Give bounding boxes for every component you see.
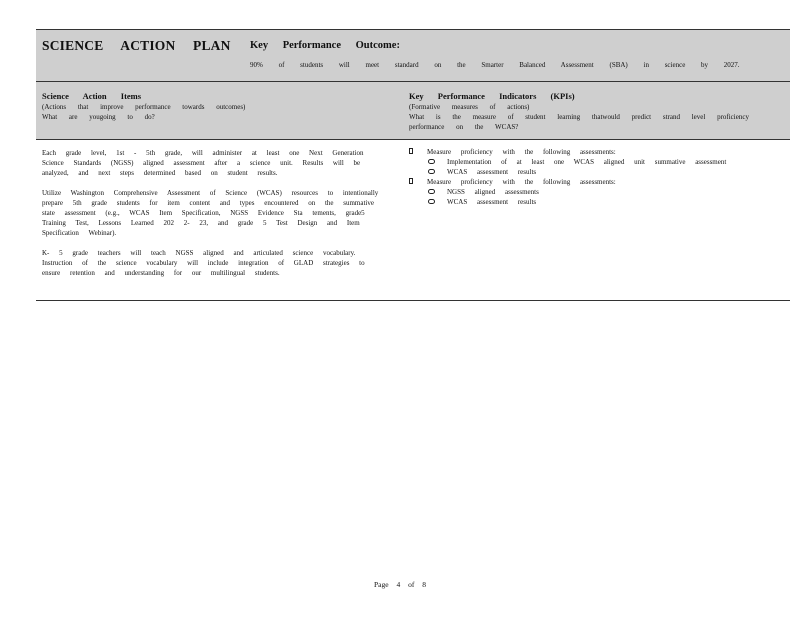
kpi-subitem: [409, 197, 739, 207]
action-item: Utilize Washington Comprehensive Assessment of Science (WCAS) resources to intentionally prepare 5th grade students for item content and types encountered on the summative state assessment (e.g., WCAS Item Specification, NGSS Evidence Sta tements, grade5 Training Test, Lessons Learned 202 2- 23, and grade 5 Test Design and Item Specification Webinar).: [42, 189, 379, 237]
kpi-list: [409, 147, 739, 207]
kpi-subitem-text: WCAS assessment results: [447, 198, 537, 206]
kpi-item: [409, 177, 739, 187]
action-item: Each grade level, 1st - 5th grade, will administer at least one Next Generation Science Standards (NGSS) aligned assessment after a science unit. Results will be analyzed, and next steps determined based on student results.: [42, 149, 364, 177]
kpi-header: [409, 90, 779, 132]
kpi-title: Key Performance Indicators (KPIs): [409, 91, 575, 101]
bullet-circle-icon: [428, 159, 435, 164]
bullet-circle-icon: [428, 199, 435, 204]
bullet-square-icon: [409, 148, 413, 154]
kpi-label: Measure proficiency with the following assessments:: [427, 178, 616, 186]
action-item: K- 5 grade teachers will teach NGSS aligned and articulated science vocabulary. Instruction of the science vocabulary will include integration of GLAD strategies to ensure retention and understanding for our multilingual students.: [42, 249, 365, 277]
kpi-subitem-text: Implementation of at least one WCAS aligned unit summative assessment: [447, 158, 727, 166]
action-items-title: Science Action Items: [42, 91, 142, 101]
kpi-item: [409, 147, 739, 157]
bullet-circle-icon: [428, 169, 435, 174]
action-items-list: [42, 148, 392, 288]
page-number: Page 4 of 8: [374, 580, 426, 589]
kpi-subitem: [409, 157, 739, 167]
action-plan-table: [36, 29, 790, 301]
kpo-label: Key Performance Outcome:: [250, 40, 400, 51]
plan-body: [36, 140, 790, 300]
action-items-subtitle: (Actions that improve performance towards outcomes): [42, 103, 246, 111]
kpi-question: What is the measure of student learning thatwould predict strand level proficiency performance on the WCAS?: [409, 113, 749, 131]
kpi-label: Measure proficiency with the following assessments:: [427, 148, 616, 156]
action-items-question: What are yougoing to do?: [42, 113, 155, 121]
kpi-subitem: [409, 187, 739, 197]
plan-header: [36, 30, 790, 82]
action-items-header: [42, 90, 382, 122]
kpo-text: 90% of students will meet standard on the Smarter Balanced Assessment (SBA) in science by 2027.: [250, 61, 740, 69]
column-headers: [36, 82, 790, 140]
kpi-subitem-text: WCAS assessment results: [447, 168, 537, 176]
bullet-square-icon: [409, 178, 413, 184]
plan-title: SCIENCE ACTION PLAN: [42, 38, 231, 53]
kpi-subitem: [409, 167, 739, 177]
bullet-circle-icon: [428, 189, 435, 194]
kpi-subtitle: (Formative measures of actions): [409, 103, 530, 111]
kpi-subitem-text: NGSS aligned assessments: [447, 188, 539, 196]
